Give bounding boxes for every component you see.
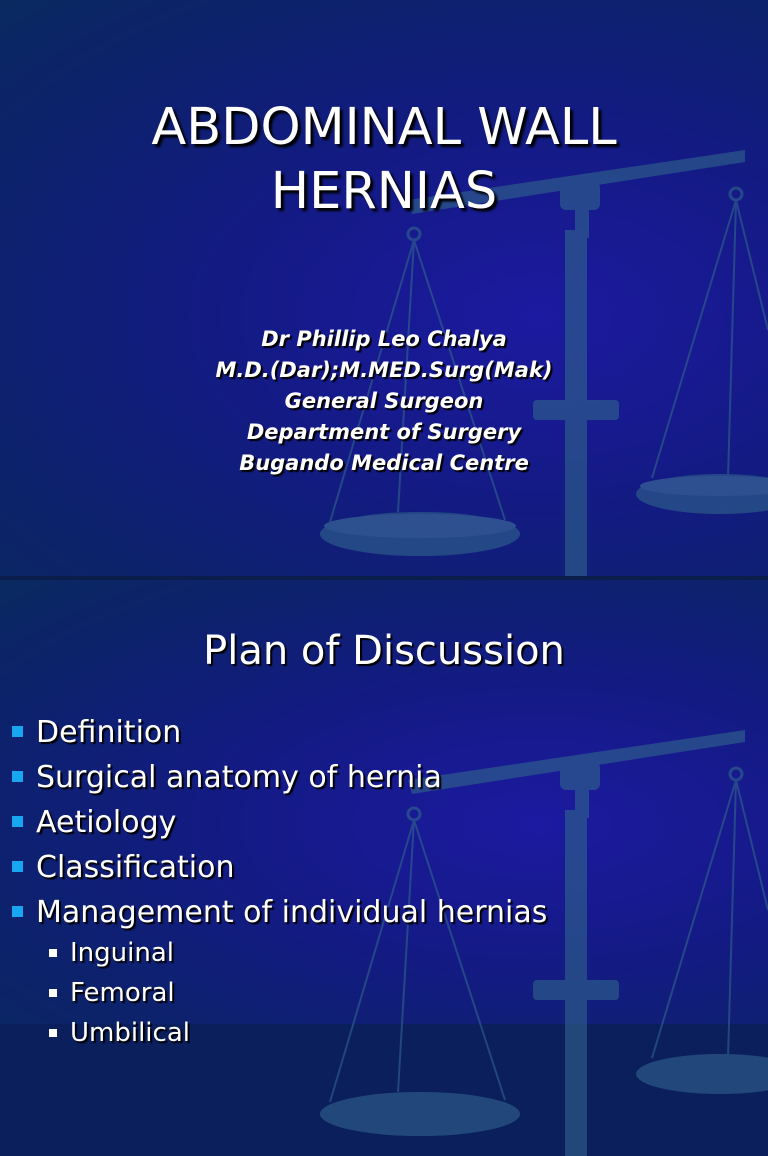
square-bullet-icon — [12, 861, 23, 872]
list-item — [8, 890, 547, 935]
author-role: General Surgeon — [284, 389, 484, 413]
plan-slide — [0, 580, 768, 1048]
small-square-bullet-icon — [49, 989, 57, 997]
list-item — [8, 800, 547, 845]
slide-title: Plan of Discussion — [203, 628, 565, 674]
title-line: HERNIAS — [270, 162, 498, 221]
sub-list-item — [48, 1013, 190, 1053]
title-line: ABDOMINAL WALL — [151, 98, 617, 157]
small-square-bullet-icon — [49, 1029, 57, 1037]
square-bullet-icon — [12, 726, 23, 737]
author-institution: Bugando Medical Centre — [239, 451, 529, 475]
bullet-text: Definition — [36, 715, 182, 750]
list-item — [8, 710, 547, 755]
square-bullet-icon — [12, 771, 23, 782]
bullet-text: Management of individual hernias — [36, 895, 548, 930]
author-degrees: M.D.(Dar);M.MED.Surg(Mak) — [215, 358, 553, 382]
bullet-list — [8, 710, 547, 935]
title-slide — [0, 0, 768, 576]
sub-bullet-text: Inguinal — [70, 938, 174, 968]
bullet-text: Aetiology — [36, 805, 177, 840]
sub-bullet-text: Femoral — [70, 978, 175, 1008]
bullet-text: Classification — [36, 850, 235, 885]
list-item — [8, 755, 547, 800]
author-name: Dr Phillip Leo Chalya — [261, 327, 507, 351]
sub-list-item — [48, 973, 190, 1013]
author-department: Department of Surgery — [246, 420, 522, 444]
sub-bullet-list — [48, 933, 190, 1053]
author-block — [0, 324, 768, 479]
bullet-text: Surgical anatomy of hernia — [36, 760, 442, 795]
square-bullet-icon — [12, 816, 23, 827]
sub-list-item — [48, 933, 190, 973]
sub-bullet-text: Umbilical — [70, 1018, 190, 1048]
list-item — [8, 845, 547, 890]
square-bullet-icon — [12, 906, 23, 917]
small-square-bullet-icon — [49, 949, 57, 957]
presentation-title — [0, 96, 768, 224]
balance-scale-icon — [0, 0, 768, 576]
